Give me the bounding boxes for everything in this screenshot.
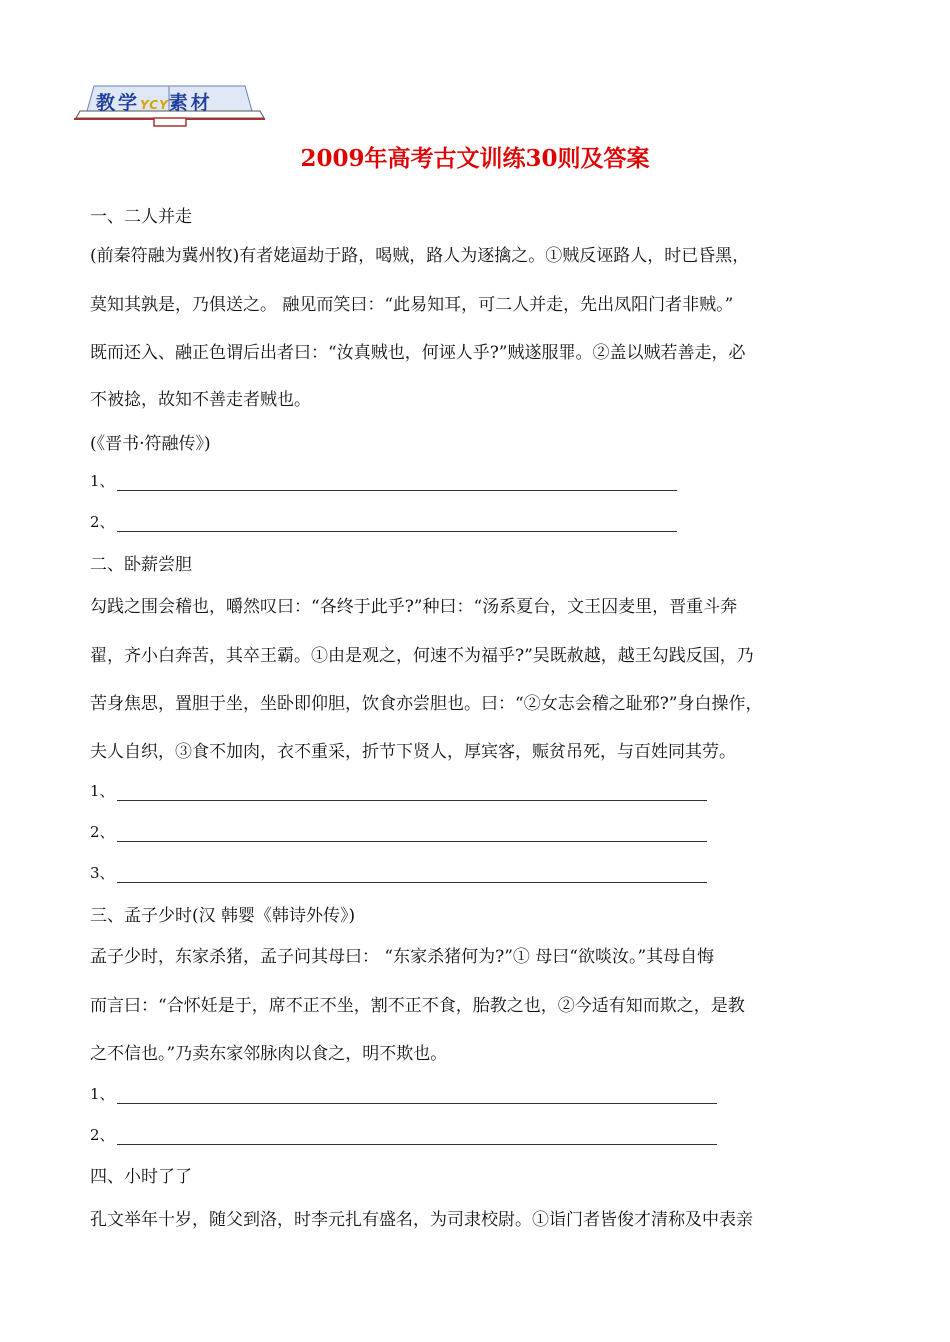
passage-1-line-1: (前秦符融为冀州牧)有者姥逼劫于路，喝贼，路人为逐擒之。①贼反诬路人，时已昏黑， [90, 246, 750, 266]
passage-1-source: (《晋书·符融传》) [90, 434, 211, 454]
passage-3-line-3: 之不信也。”乃卖东家邻脉肉以食之，明不欺也。 [90, 1044, 448, 1064]
passage-3-line-1: 孟子少时，东家杀猪，孟子问其母曰： “东家杀猪何为?”① 母曰“欲啖汝。”其母自悔 [90, 947, 715, 967]
logo-text: 教学YCY素材 [96, 92, 213, 114]
page-title: 2009年高考古文训练30则及答案 [300, 145, 650, 172]
section-heading-2: 二、卧薪尝胆 [90, 555, 192, 575]
section-heading-3: 三、孟子少时(汉 韩婴《韩诗外传》) [90, 906, 356, 926]
passage-4-line-1: 孔文举年十岁，随父到洛，时李元扎有盛名，为司隶校尉。①诣门者皆俊才清称及中表亲 [90, 1210, 753, 1230]
passage-3-line-2: 而言曰：“合怀妊是于，席不正不坐，割不正不食，胎教之也，②今适有知而欺之，是教 [90, 996, 745, 1016]
answer-blank-3-2[interactable]: 2、 [90, 1124, 717, 1145]
answer-blank-3-1[interactable]: 1、 [90, 1083, 717, 1104]
passage-2-line-3: 苦身焦思，置胆于坐，坐卧即仰胆，饮食亦尝胆也。曰：“②女志会稽之耻邪?”身白操作， [90, 694, 763, 714]
answer-blank-1-1[interactable]: 1、 [90, 470, 677, 491]
answer-blank-1-2[interactable]: 2、 [90, 511, 677, 532]
section-heading-1: 一、二人并走 [90, 207, 192, 227]
passage-2-line-1: 勾践之围会稽也，嚼然叹曰：“各终于此乎?”种曰：“汤系夏台，文王囚麦里，晋重斗奔 [90, 597, 738, 617]
site-logo [72, 84, 267, 128]
answer-blank-2-2[interactable]: 2、 [90, 821, 707, 842]
answer-blank-2-1[interactable]: 1、 [90, 780, 707, 801]
passage-2-line-4: 夫人自织，③食不加肉，衣不重采，折节下贤人，厚宾客，赈贫吊死，与百姓同其劳。 [90, 742, 736, 762]
section-heading-4: 四、小时了了 [90, 1167, 192, 1187]
passage-1-line-3: 既而还入、融正色谓后出者曰：“汝真贼也，何诬人乎?”贼遂服罪。②盖以贼若善走，必 [90, 343, 746, 363]
passage-1-line-2: 莫知其孰是，乃俱送之。 融见而笑曰：“此易知耳，可二人并走，先出凤阳门者非贼。” [90, 295, 734, 315]
passage-2-line-2: 翟，齐小白奔苦，其卒王霸。①由是观之，何速不为福乎?”吴既赦越，越王勾践反国，乃 [90, 646, 754, 666]
passage-1-line-4: 不被捻，故知不善走者贼也。 [90, 390, 311, 410]
answer-blank-2-3[interactable]: 3、 [90, 862, 707, 883]
